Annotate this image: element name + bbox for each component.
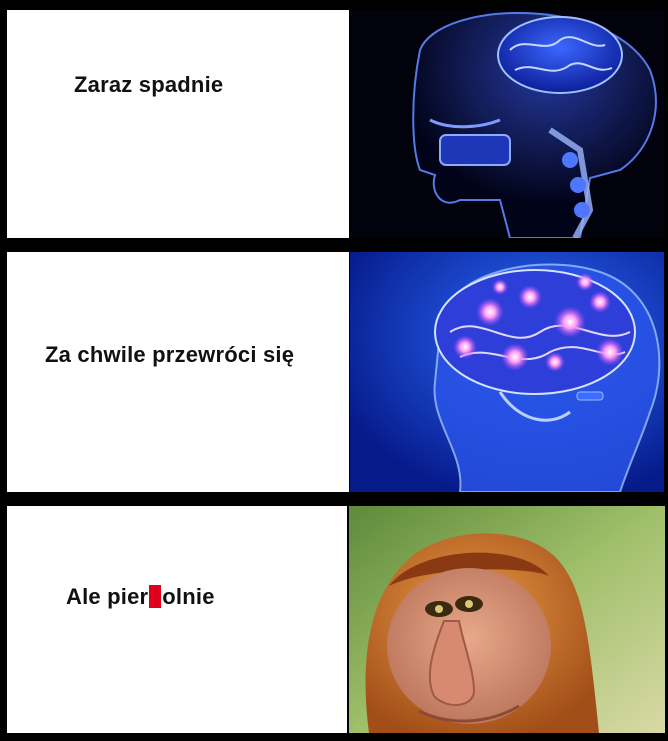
caption-1: Zaraz spadnie xyxy=(74,72,224,97)
meme-panel-1 xyxy=(0,0,668,246)
meme-panel-3 xyxy=(0,500,668,741)
caption-3-before: Ale pier xyxy=(66,584,149,609)
redaction-block xyxy=(149,585,161,608)
caption-cell-2 xyxy=(7,252,349,492)
caption-cell-3 xyxy=(7,506,347,733)
dim-brain-skull-xray-icon xyxy=(350,10,664,238)
caption-3 xyxy=(66,584,215,610)
glowing-brain-icon xyxy=(350,252,664,492)
caption-2: Za chwile przewróci się xyxy=(45,342,295,367)
proboscis-monkey-icon xyxy=(349,506,665,733)
caption-cell-1 xyxy=(7,10,349,238)
caption-3-after: olnie xyxy=(162,584,215,609)
meme-panel-2 xyxy=(0,246,668,500)
